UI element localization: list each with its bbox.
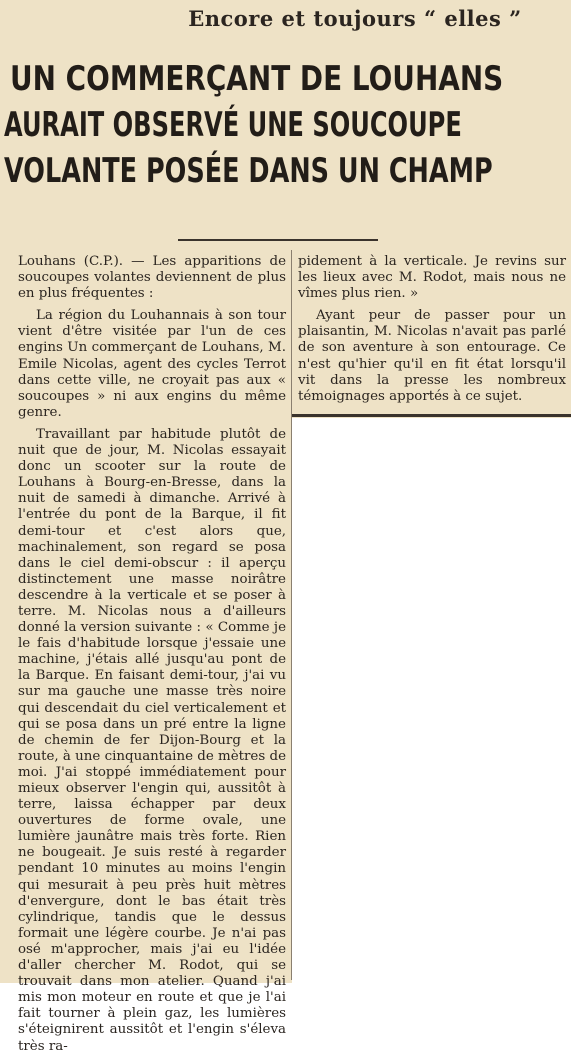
headline-line-3: VOLANTE POSÉE DANS UN CHAMP xyxy=(4,151,493,191)
paragraph-dateline: Louhans (C.P.). — Les apparitions de soucoupes volantes deviennent de plus en plus fréquentes : xyxy=(18,254,286,302)
article-left-column xyxy=(18,254,286,1055)
column-divider xyxy=(291,250,292,980)
headline-line-2: AURAIT OBSERVÉ UNE SOUCOUPE xyxy=(4,105,462,145)
paragraph: Travaillant par habitude plutôt de nuit que de jour, M. Nicolas essayait donc un scooter sur la route de Louhans à Bourg-en-Bresse, dans la nuit de samedi à dimanche. Arrivé à l'entrée du pont de la Barque, il fit demi-tour et c'est alors que, machinalement, son regard se posa dans le ciel demi-obscur : il aperçu distinctement une masse noirâtre descendre à la verticale et se poser à terre. M. Nicolas nous a d'ailleurs donné la version suivante : « Comme je le fais d'habitude lorsque j'essaie une machine, j'étais allé jusqu'au pont de la Barque. En faisant demi-tour, j'ai vu sur ma gauche une masse très noire qui descendait du ciel verticalement et qui se posa dans un pré entre la ligne de chemin de fer Dijon-Bourg et la route, à une cinquantaine de mètres de moi. J'ai stoppé immédiatement pour mieux observer l'engin qui, aussitôt à terre, laissa échapper par deux ouvertures de forme ovale, une lumière jaunâtre mais très forte. Rien ne bougeait. Je suis resté à regarder pendant 10 minutes au moins l'engin qui mesurait à peu près huit mètres d'envergure, dont le bas était très cylindrique, tandis que le dessus formait une légère courbe. Je n'ai pas osé m'approcher, mais j'ai eu l'idée d'aller chercher M. Rodot, qui se trouvait dans mon atelier. Quand j'ai mis mon moteur en route et que je l'ai fait tourner à plein gaz, les lumières s'éteignirent aussitôt et l'engin s'éleva très ra- xyxy=(18,426,286,1054)
paragraph-continued: pidement à la verticale. Je revins sur les lieux avec M. Rodot, mais nous ne vîmes plus rien. » xyxy=(298,254,566,302)
headline-line-1: UN COMMERÇANT DE LOUHANS xyxy=(10,59,504,99)
headline-rule xyxy=(178,239,378,241)
paragraph: Ayant peur de passer pour un plaisantin, M. Nicolas n'avait pas parlé de son aventure à son entourage. Ce n'est qu'hier qu'il en fit état lorsqu'il vit dans la presse les nombreux témoignages apportés à ce sujet. xyxy=(298,308,566,404)
article-right-column xyxy=(298,254,566,405)
paragraph: La région du Louhannais à son tour vient d'être visitée par l'un de ces engins Un commerçant de Louhans, M. Emile Nicolas, agent des cycles Terrot dans cette ville, ne croyait pas aux « soucoupes » ni aux engins du même genre. xyxy=(18,308,286,420)
end-rule xyxy=(292,414,571,417)
article-kicker: Encore et toujours “ elles ” xyxy=(188,6,522,31)
